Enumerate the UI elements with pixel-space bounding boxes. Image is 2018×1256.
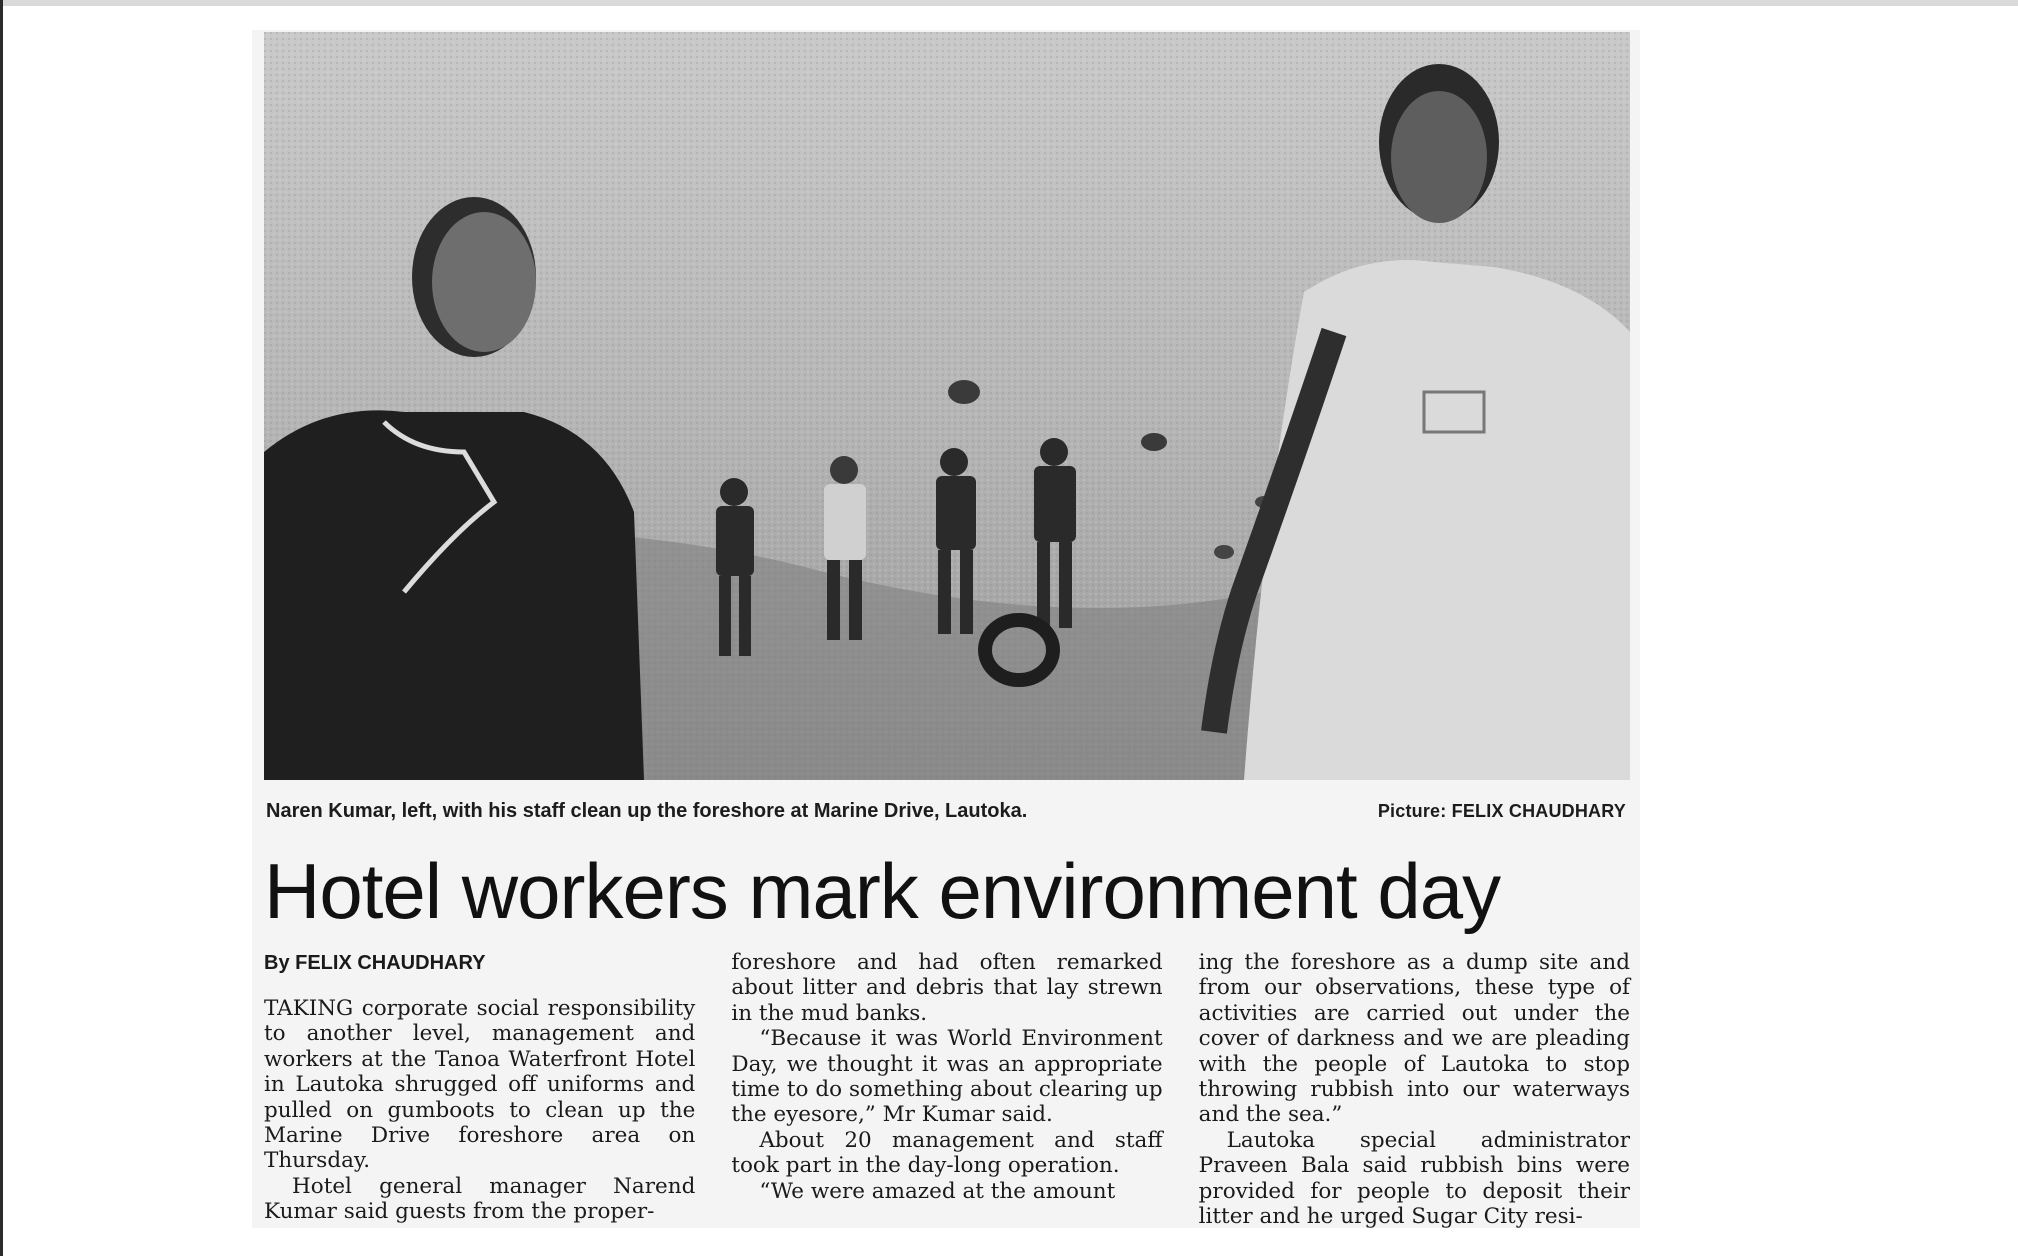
paragraph: “We were amazed at the amount <box>759 1178 1116 1204</box>
article-column-2 <box>731 950 1162 1226</box>
paragraph: Hotel general manager Narend Kumar said guests from the proper- <box>264 1173 696 1225</box>
news-photo <box>264 32 1630 780</box>
left-border <box>0 0 3 1256</box>
paragraph: ing the foreshore as a dump site and from our observations, these type of activities are carried out under the cover of darkness and we are pleading with the people of Lautoka to stop throwing rubbish into our waterways and the sea.” <box>1198 950 1630 1128</box>
article-column-3 <box>1198 950 1630 1230</box>
rock <box>948 380 980 404</box>
byline: By FELIX CHAUDHARY <box>264 952 486 974</box>
paragraph: About 20 management and staff took part in the day-long operation. <box>731 1127 1163 1179</box>
article-column-1 <box>264 950 695 1226</box>
rock <box>1141 433 1167 451</box>
article-body <box>264 950 1630 1230</box>
photo-caption-row <box>266 794 1626 828</box>
photo-illustration <box>264 32 1630 780</box>
paragraph: foreshore and had often remarked about litter and debris that lay strewn in the mud banks. <box>731 950 1163 1026</box>
paragraph: Lautoka special administrator Praveen Bala said rubbish bins were provided for people to deposit their litter and he urged Sugar City resi- <box>1198 1127 1630 1230</box>
headline: Hotel workers mark environment day <box>264 847 1501 935</box>
top-shade <box>0 0 2018 6</box>
paragraph: “Because it was World Environment Day, we thought it was an appropriate time to do something about clearing up the eyesore,” Mr Kumar said. <box>731 1026 1163 1128</box>
rock <box>1214 545 1234 559</box>
photo-caption: Naren Kumar, left, with his staff clean up the foreshore at Marine Drive, Lautoka. <box>266 799 1028 822</box>
photo-credit: Picture: FELIX CHAUDHARY <box>1377 800 1626 821</box>
paragraph: TAKING corporate social responsibility to another level, management and workers at the Tanoa Waterfront Hotel in Lautoka shrugged off uniforms and pulled on gumboots to clean up the Marine Drive foreshore area on Thursday. <box>264 996 696 1174</box>
